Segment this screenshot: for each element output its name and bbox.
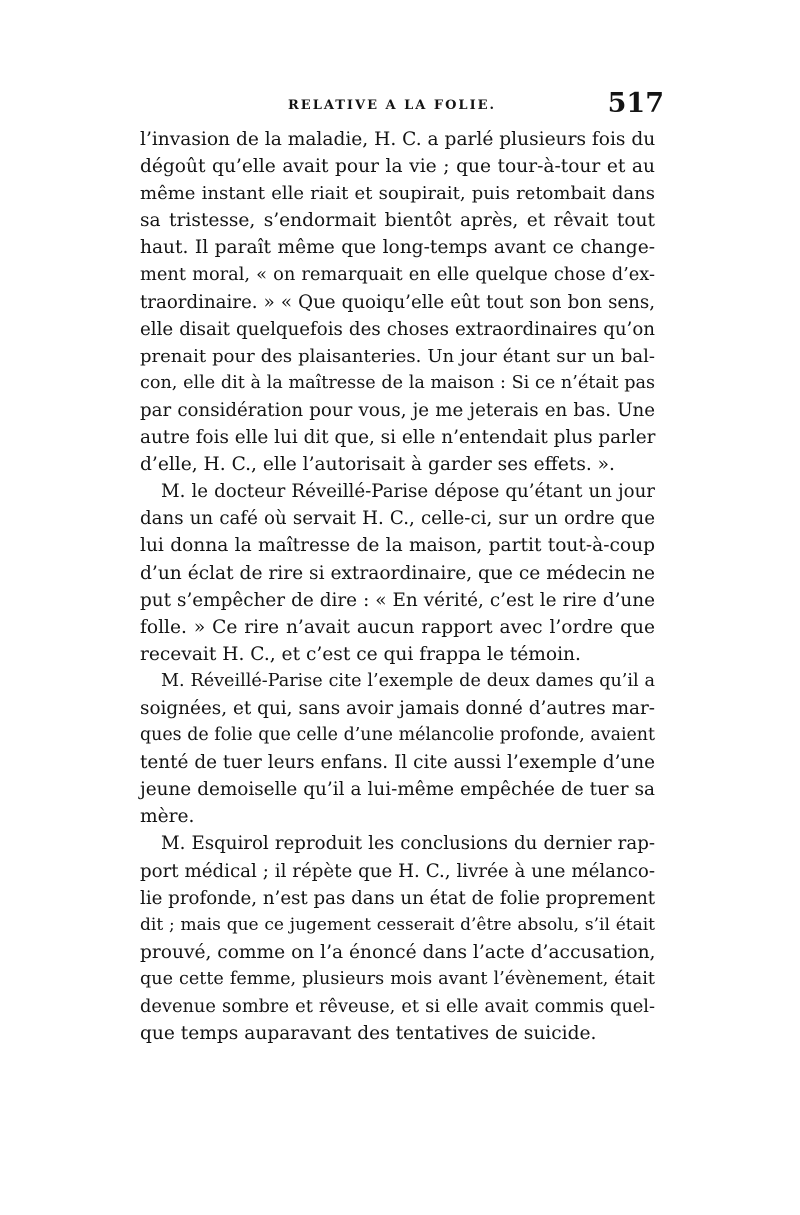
text-line: M. Réveillé-Parise cite l’exemple de deux dames qu’il a — [161, 670, 655, 691]
text-line: haut. Il paraît même que long-temps avant ce change- — [140, 237, 655, 259]
running-title: RELATIVE A LA FOLIE. — [288, 98, 497, 113]
text-line: recevait H. C., et c’est ce qui frappa le témoin. — [140, 643, 581, 665]
text-line: autre fois elle lui dit que, si elle n’entendait plus parler — [140, 427, 656, 449]
text-line: d’un éclat de rire si extraordinaire, que ce médecin ne — [140, 562, 655, 584]
text-line: ques de folie que celle d’une mélancolie profonde, avaient — [140, 725, 655, 746]
text-line: sa tristesse, s’endormait bientôt après, et rêvait tout — [140, 210, 655, 232]
text-line: lie profonde, n’est pas dans un état de folie proprement — [140, 887, 656, 909]
paragraph-2 — [140, 478, 655, 668]
page-header — [140, 88, 664, 128]
text-line: prouvé, comme on l’a énoncé dans l’acte d’accusation, — [140, 941, 656, 963]
text-line: dégoût qu’elle avait pour la vie ; que tour-à-tour et au — [140, 156, 655, 178]
text-line: prenait pour des plaisanteries. Un jour étant sur un bal- — [140, 345, 655, 367]
text-line: ment moral, « on remarquait en elle quelque chose d’ex- — [140, 264, 655, 286]
text-line: con, elle dit à la maîtresse de la maison : Si ce n’était pas — [140, 372, 655, 393]
text-line: tenté de tuer leurs enfans. Il cite aussi l’exemple d’une — [140, 752, 655, 774]
text-line: jeune demoiselle qu’il a lui-même empêchée de tuer sa — [140, 779, 655, 801]
text-line: dans un café où servait H. C., celle-ci, sur un ordre que — [140, 508, 655, 530]
page-number: 517 — [607, 88, 664, 119]
text-line: folle. » Ce rire n’avait aucun rapport avec l’ordre que — [140, 616, 655, 638]
text-line: elle disait quelquefois des choses extraordinaires qu’on — [140, 318, 655, 340]
text-line: soignées, et qui, sans avoir jamais donné d’autres mar- — [140, 697, 655, 719]
text-line: dit ; mais que ce jugement cesserait d’être absolu, s’il était — [140, 914, 655, 935]
text-line: M. Esquirol reproduit les conclusions du dernier rap- — [161, 833, 655, 855]
text-line: mère. — [140, 806, 195, 828]
text-line: port médical ; il répète que H. C., livrée à une mélanco- — [140, 860, 655, 882]
text-line: put s’empêcher de dire : « En vérité, c’est le rire d’une — [140, 589, 655, 611]
text-line: que temps auparavant des tentatives de suicide. — [140, 1023, 597, 1045]
paragraph-4 — [140, 830, 655, 1047]
text-line: devenue sombre et rêveuse, et si elle avait commis quel- — [140, 996, 655, 1017]
text-line: lui donna la maîtresse de la maison, partit tout-à-coup — [140, 535, 655, 557]
text-line: M. le docteur Réveillé-Parise dépose qu’étant un jour — [161, 481, 655, 503]
text-line: que cette femme, plusieurs mois avant l’évènement, était — [140, 968, 655, 989]
text-line: même instant elle riait et soupirait, puis retombait dans — [140, 183, 655, 205]
text-line: traordinaire. » « Que quoiqu’elle eût tout son bon sens, — [140, 291, 655, 313]
text-line: d’elle, H. C., elle l’autorisait à garder ses effets. ». — [140, 454, 615, 476]
text-line: par considération pour vous, je me jeterais en bas. Une — [140, 399, 655, 421]
body-text — [140, 126, 655, 1047]
paragraph-1 — [140, 126, 655, 478]
paragraph-3 — [140, 668, 655, 831]
text-line: l’invasion de la maladie, H. C. a parlé plusieurs fois du — [140, 129, 656, 150]
